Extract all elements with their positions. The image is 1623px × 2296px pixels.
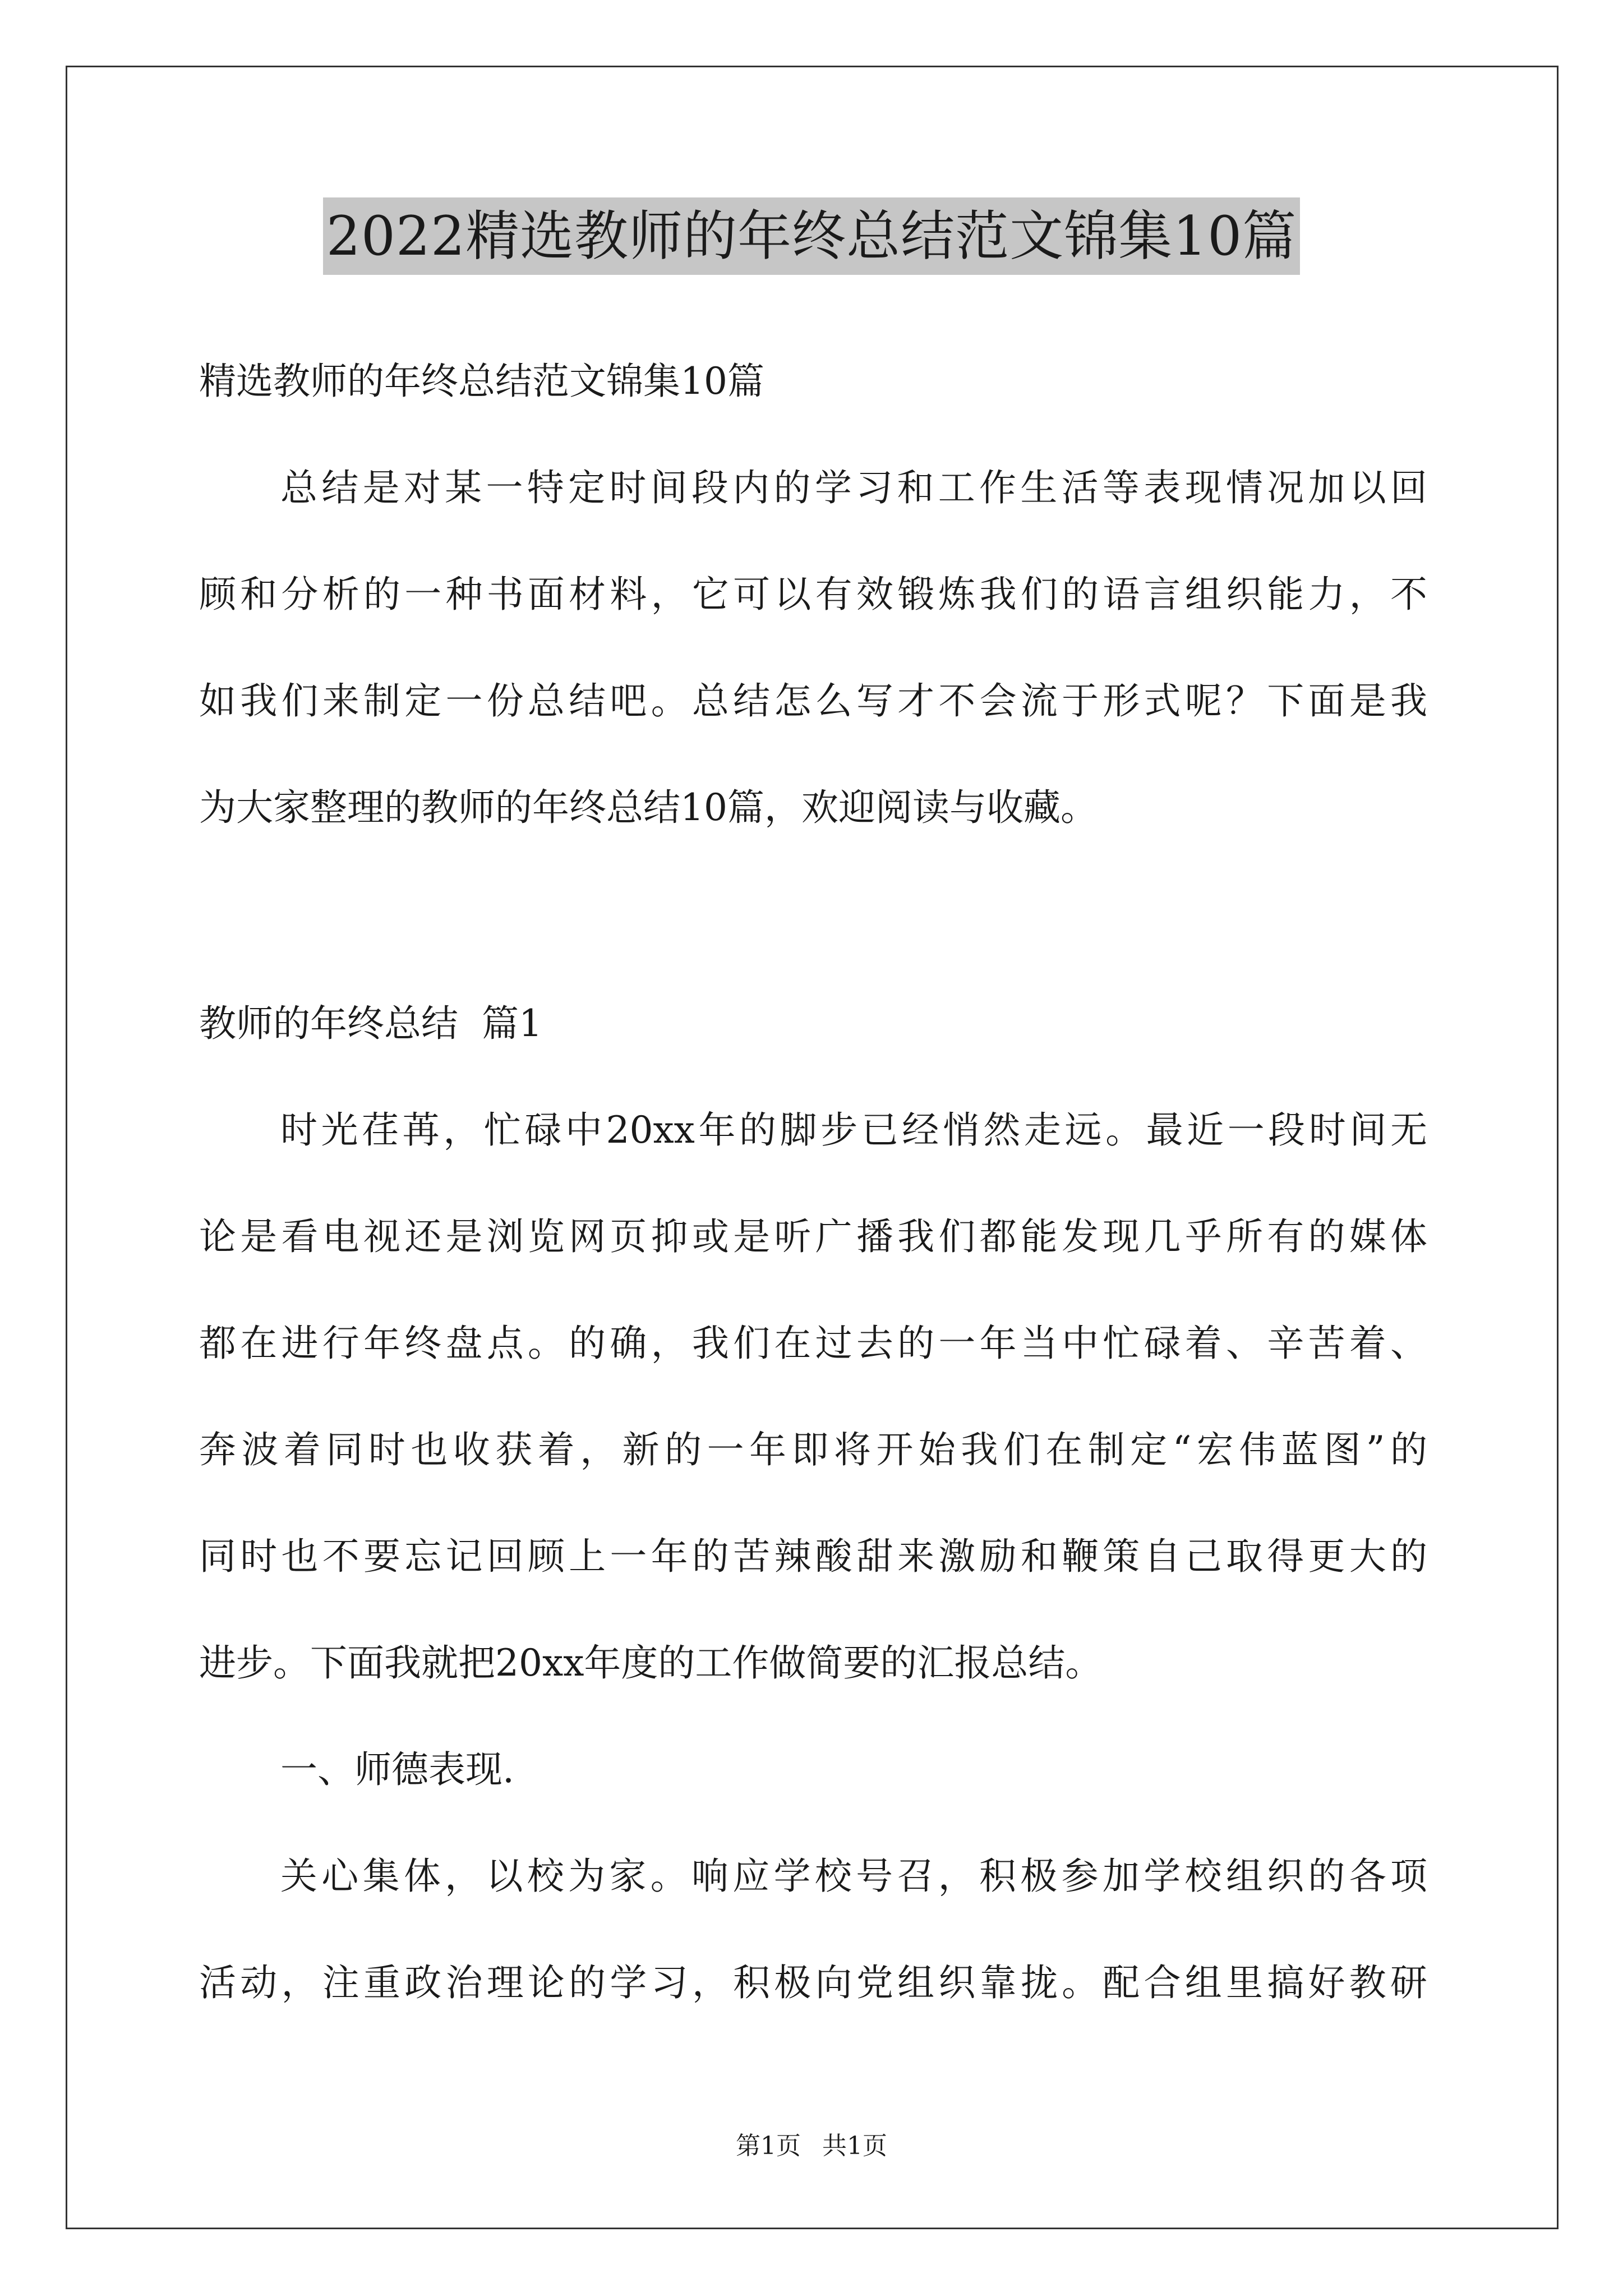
section-line: 时光荏苒，忙碌中20xx年的脚步已经悄然走远。最近一段时间无 (280, 1108, 1427, 1152)
page-total: 共1页 (822, 2132, 887, 2160)
section-line: 论是看电视还是浏览网页抑或是听广播我们都能发现几乎所有的媒体 (199, 1215, 1427, 1258)
paragraph-line: 关心集体，以校为家。响应学校号召，积极参加学校组织的各项 (280, 1855, 1427, 1898)
document-title: 2022精选教师的年终总结范文锦集10篇 (323, 197, 1300, 275)
section-line: 都在进行年终盘点。的确，我们在过去的一年当中忙碌着、辛苦着、 (199, 1322, 1427, 1365)
title-container (0, 197, 1623, 275)
section-line: 进步。下面我就把20xx年度的工作做简要的汇报总结。 (199, 1641, 1103, 1685)
intro-line: 为大家整理的教师的年终总结10篇，欢迎阅读与收藏。 (199, 786, 1098, 829)
paragraph-line: 活动，注重政治理论的学习，积极向党组织靠拢。配合组里搞好教研 (199, 1961, 1427, 2004)
intro-line: 总结是对某一特定时间段内的学习和工作生活等表现情况加以回 (280, 466, 1427, 509)
section-line: 同时也不要忘记回顾上一年的苦辣酸甜来激励和鞭策自己取得更大的 (199, 1535, 1427, 1578)
intro-line: 如我们来制定一份总结吧。总结怎么写才不会流于形式呢？下面是我 (199, 679, 1427, 723)
section-heading: 教师的年终总结 篇1 (199, 1002, 542, 1045)
document-subtitle: 精选教师的年终总结范文锦集10篇 (199, 360, 764, 403)
intro-line: 顾和分析的一种书面材料，它可以有效锻炼我们的语言组织能力，不 (199, 573, 1427, 616)
page-number: 第1页 (736, 2132, 801, 2160)
subheading: 一、师德表现. (280, 1748, 514, 1791)
section-line: 奔波着同时也收获着，新的一年即将开始我们在制定“宏伟蓝图”的 (199, 1428, 1427, 1471)
page-footer (0, 2129, 1623, 2163)
